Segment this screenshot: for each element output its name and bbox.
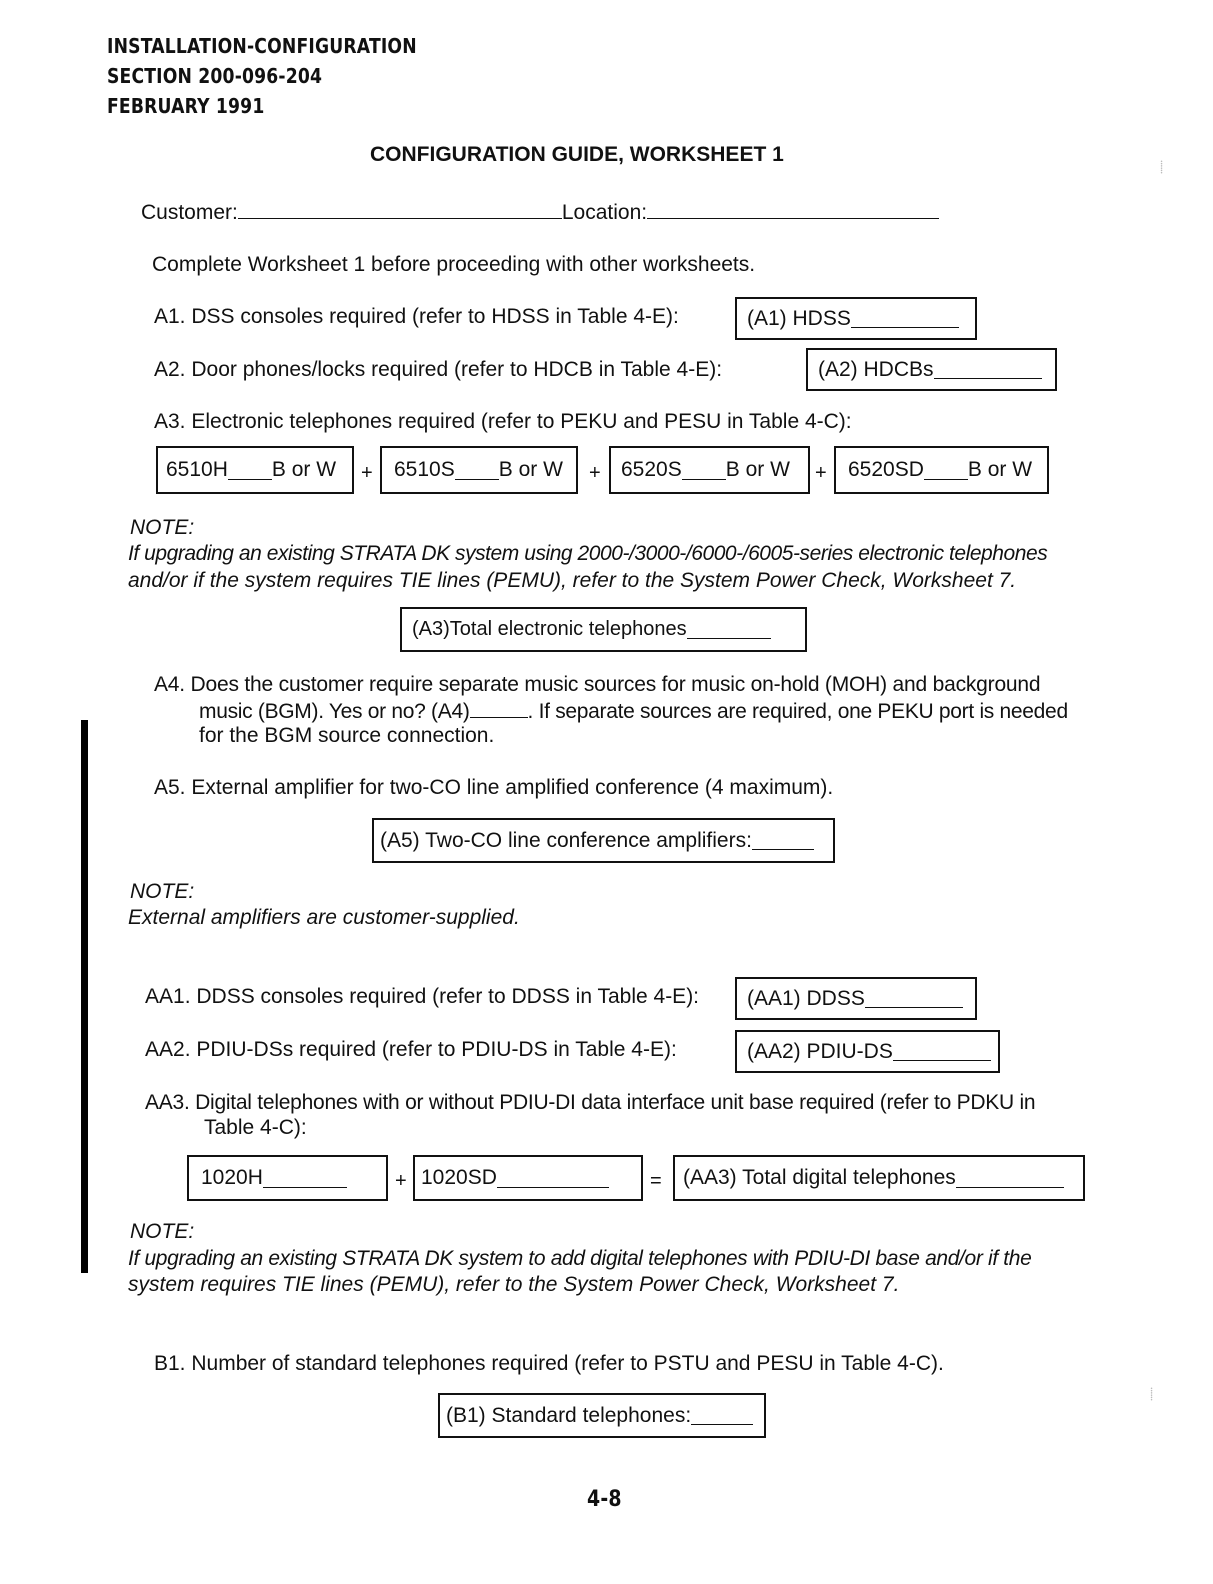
- aa2-text: AA2. PDIU-DSs required (refer to PDIU-DS in Table 4-E):: [145, 1038, 677, 1061]
- aa3-blank-1020sd[interactable]: [497, 1169, 609, 1188]
- phone-blank[interactable]: [455, 461, 499, 480]
- aa3-total-box[interactable]: [673, 1155, 1085, 1201]
- a3-phone-box-3[interactable]: [609, 446, 810, 494]
- plus-sign: +: [589, 462, 601, 484]
- scan-speck: ⸽: [1150, 1387, 1154, 1401]
- phone-color: B or W: [725, 458, 790, 481]
- a1-text: A1. DSS consoles required (refer to HDSS in Table 4-E):: [154, 305, 679, 328]
- a3-total-label: (A3)Total electronic telephones: [412, 618, 687, 640]
- a2-text: A2. Door phones/locks required (refer to HDCB in Table 4-E):: [154, 358, 723, 381]
- a2-box[interactable]: [806, 348, 1057, 391]
- phone-color: B or W: [498, 458, 563, 481]
- phone-color: B or W: [967, 458, 1033, 481]
- a5-box[interactable]: [372, 818, 835, 863]
- a2-blank[interactable]: [934, 360, 1042, 379]
- phone-blank[interactable]: [228, 461, 272, 480]
- a3-total-blank[interactable]: [687, 620, 771, 639]
- phone-blank[interactable]: [682, 461, 726, 480]
- a1-blank[interactable]: [851, 309, 959, 328]
- revision-change-bar: [81, 720, 88, 1273]
- a5-blank[interactable]: [752, 831, 814, 850]
- a4-line2: [199, 699, 1068, 724]
- phone-model: 6510H: [166, 458, 228, 481]
- note2-line1: External amplifiers are customer-supplied.: [128, 906, 520, 929]
- a2-box-label: (A2) HDCBs: [818, 357, 934, 381]
- aa3-box-1020h[interactable]: [187, 1155, 388, 1201]
- location-blank[interactable]: [647, 200, 939, 219]
- a5-box-label: (A5) Two-CO line conference amplifiers:: [380, 828, 752, 852]
- phone-model: 6510S: [394, 458, 455, 481]
- aa3-model-1020sd: 1020SD: [421, 1166, 497, 1189]
- a1-box-label: (A1) HDSS: [747, 306, 851, 330]
- a1-box[interactable]: [735, 297, 977, 340]
- phone-color: B or W: [271, 458, 337, 481]
- aa1-text: AA1. DDSS consoles required (refer to DDSS in Table 4-E):: [145, 985, 700, 1008]
- b1-box[interactable]: [438, 1393, 766, 1438]
- page-title: CONFIGURATION GUIDE, WORKSHEET 1: [370, 143, 784, 166]
- page-number: 4-8: [587, 1487, 622, 1512]
- plus-sign: +: [815, 462, 827, 484]
- note1-line2: and/or if the system requires TIE lines (PEMU), refer to the System Power Check, Worksheet 7.: [128, 569, 1017, 592]
- phone-model: 6520SD: [848, 458, 924, 481]
- header-line-1: INSTALLATION-CONFIGURATION: [107, 34, 417, 58]
- a3-phone-box-2[interactable]: [380, 446, 578, 494]
- aa3-total-label: (AA3) Total digital telephones: [683, 1166, 956, 1189]
- a4-line1: A4. Does the customer require separate music sources for music on-hold (MOH) and background: [154, 673, 1041, 696]
- b1-text: B1. Number of standard telephones required (refer to PSTU and PESU in Table 4-C).: [154, 1352, 944, 1375]
- aa3-box-1020sd[interactable]: [413, 1155, 643, 1201]
- location-label: Location:: [561, 201, 648, 224]
- header-line-3: FEBRUARY 1991: [107, 94, 265, 118]
- a5-text: A5. External amplifier for two-CO line amplified conference (4 maximum).: [154, 776, 834, 799]
- plus-sign: +: [395, 1170, 407, 1192]
- aa1-box-label: (AA1) DDSS: [747, 986, 865, 1010]
- plus-sign: +: [361, 462, 373, 484]
- a3-text: A3. Electronic telephones required (refer to PEKU and PESU in Table 4-C):: [154, 410, 852, 433]
- note2-label: NOTE:: [130, 880, 195, 903]
- a3-phone-box-1[interactable]: [156, 446, 354, 494]
- aa3-blank-1020h[interactable]: [263, 1169, 347, 1188]
- scan-speck: ⸽: [1160, 160, 1164, 174]
- aa1-blank[interactable]: [865, 989, 963, 1008]
- equals-sign: =: [650, 1170, 662, 1192]
- aa3-line2: Table 4-C):: [204, 1116, 307, 1139]
- a4-line3: for the BGM source connection.: [199, 724, 495, 747]
- aa3-model-1020h: 1020H: [201, 1166, 263, 1189]
- a3-total-box[interactable]: [400, 607, 807, 652]
- customer-blank[interactable]: [238, 200, 562, 219]
- note1-line1: If upgrading an existing STRATA DK system using 2000-/3000-/6000-/6005-series electronic telephones: [128, 542, 1048, 565]
- customer-field[interactable]: [141, 200, 939, 225]
- a4-line2a: music (BGM). Yes or no? (A4): [199, 700, 470, 723]
- note3-line2: system requires TIE lines (PEMU), refer to the System Power Check, Worksheet 7.: [128, 1273, 900, 1296]
- intro-text: Complete Worksheet 1 before proceeding with other worksheets.: [152, 253, 756, 276]
- note3-label: NOTE:: [130, 1220, 195, 1243]
- aa1-box[interactable]: [735, 977, 977, 1020]
- b1-box-label: (B1) Standard telephones:: [446, 1403, 692, 1427]
- header-line-2: SECTION 200-096-204: [107, 64, 323, 88]
- b1-blank[interactable]: [691, 1406, 753, 1425]
- note1-label: NOTE:: [130, 516, 195, 539]
- a4-line2b: . If separate sources are required, one PEKU port is needed: [527, 700, 1068, 723]
- aa2-box[interactable]: [735, 1030, 1000, 1073]
- aa2-blank[interactable]: [893, 1042, 991, 1061]
- aa2-box-label: (AA2) PDIU-DS: [747, 1039, 893, 1063]
- a3-phone-box-4[interactable]: [834, 446, 1049, 494]
- note3-line1: If upgrading an existing STRATA DK system to add digital telephones with PDIU-DI base and/or if the: [128, 1247, 1032, 1270]
- aa3-total-blank[interactable]: [956, 1169, 1064, 1188]
- aa3-line1: AA3. Digital telephones with or without PDIU-DI data interface unit base required (refer to PDKU in: [145, 1091, 1036, 1114]
- customer-label: Customer:: [141, 201, 238, 224]
- phone-blank[interactable]: [924, 461, 968, 480]
- a4-answer-blank[interactable]: [470, 699, 528, 718]
- phone-model: 6520S: [621, 458, 682, 481]
